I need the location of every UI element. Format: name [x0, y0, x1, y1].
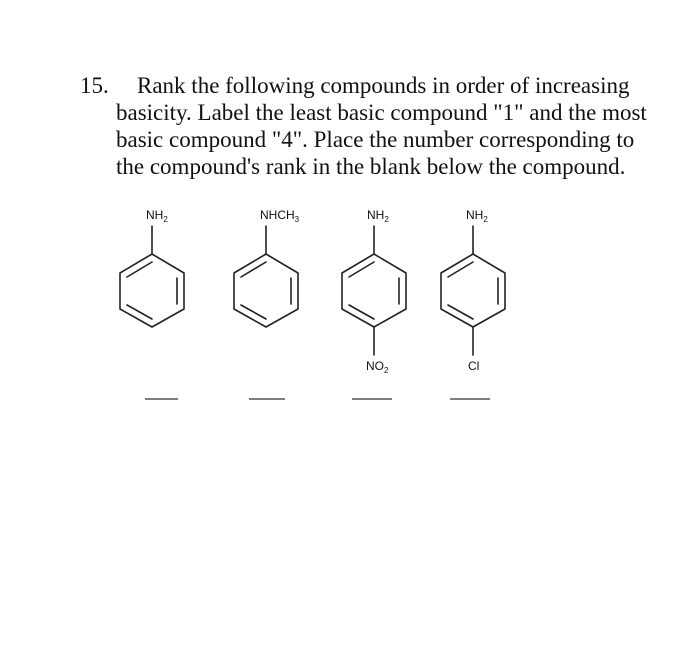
compound-3-bottom-label: $NO_2$	[366, 359, 389, 375]
compound-3-benzene-ring	[342, 254, 406, 327]
compound-4-bottom-label: Cl	[468, 359, 480, 373]
compound-p-nitroaniline	[342, 208, 406, 399]
compound-3-top-label: $NH_2$	[367, 208, 389, 224]
compound-2-benzene-ring	[234, 254, 298, 327]
question-text-line-3: basic compound "4". Place the number corresponding to	[116, 127, 635, 152]
compound-4-top-label: $NH_2$	[466, 208, 488, 224]
compound-2-top-label: $NHCH_3$	[260, 208, 300, 224]
question-text-line-1: Rank the following compounds in order of increasing	[137, 73, 630, 98]
question-text-line-4: the compound's rank in the blank below the compound.	[116, 154, 626, 179]
compound-2-double-bond	[241, 262, 266, 277]
compound-4-double-bond	[448, 262, 473, 277]
compound-3-double-bond	[349, 262, 374, 277]
compound-aniline	[120, 208, 184, 399]
compound-1-double-bond	[127, 262, 152, 277]
compound-1-top-label: $NH_2$	[146, 208, 168, 224]
compound-1-double-bond	[127, 305, 152, 319]
question-text-line-2: basicity. Label the least basic compound "1" and the most	[116, 100, 647, 125]
compound-3-double-bond	[349, 305, 374, 319]
compound-4-double-bond	[448, 305, 473, 319]
compound-n-methylaniline	[234, 208, 300, 399]
compound-4-benzene-ring	[441, 254, 505, 327]
question-number: 15.	[80, 73, 109, 98]
compound-2-double-bond	[241, 305, 266, 319]
compound-1-benzene-ring	[120, 254, 184, 327]
compound-p-chloroaniline	[441, 208, 505, 399]
